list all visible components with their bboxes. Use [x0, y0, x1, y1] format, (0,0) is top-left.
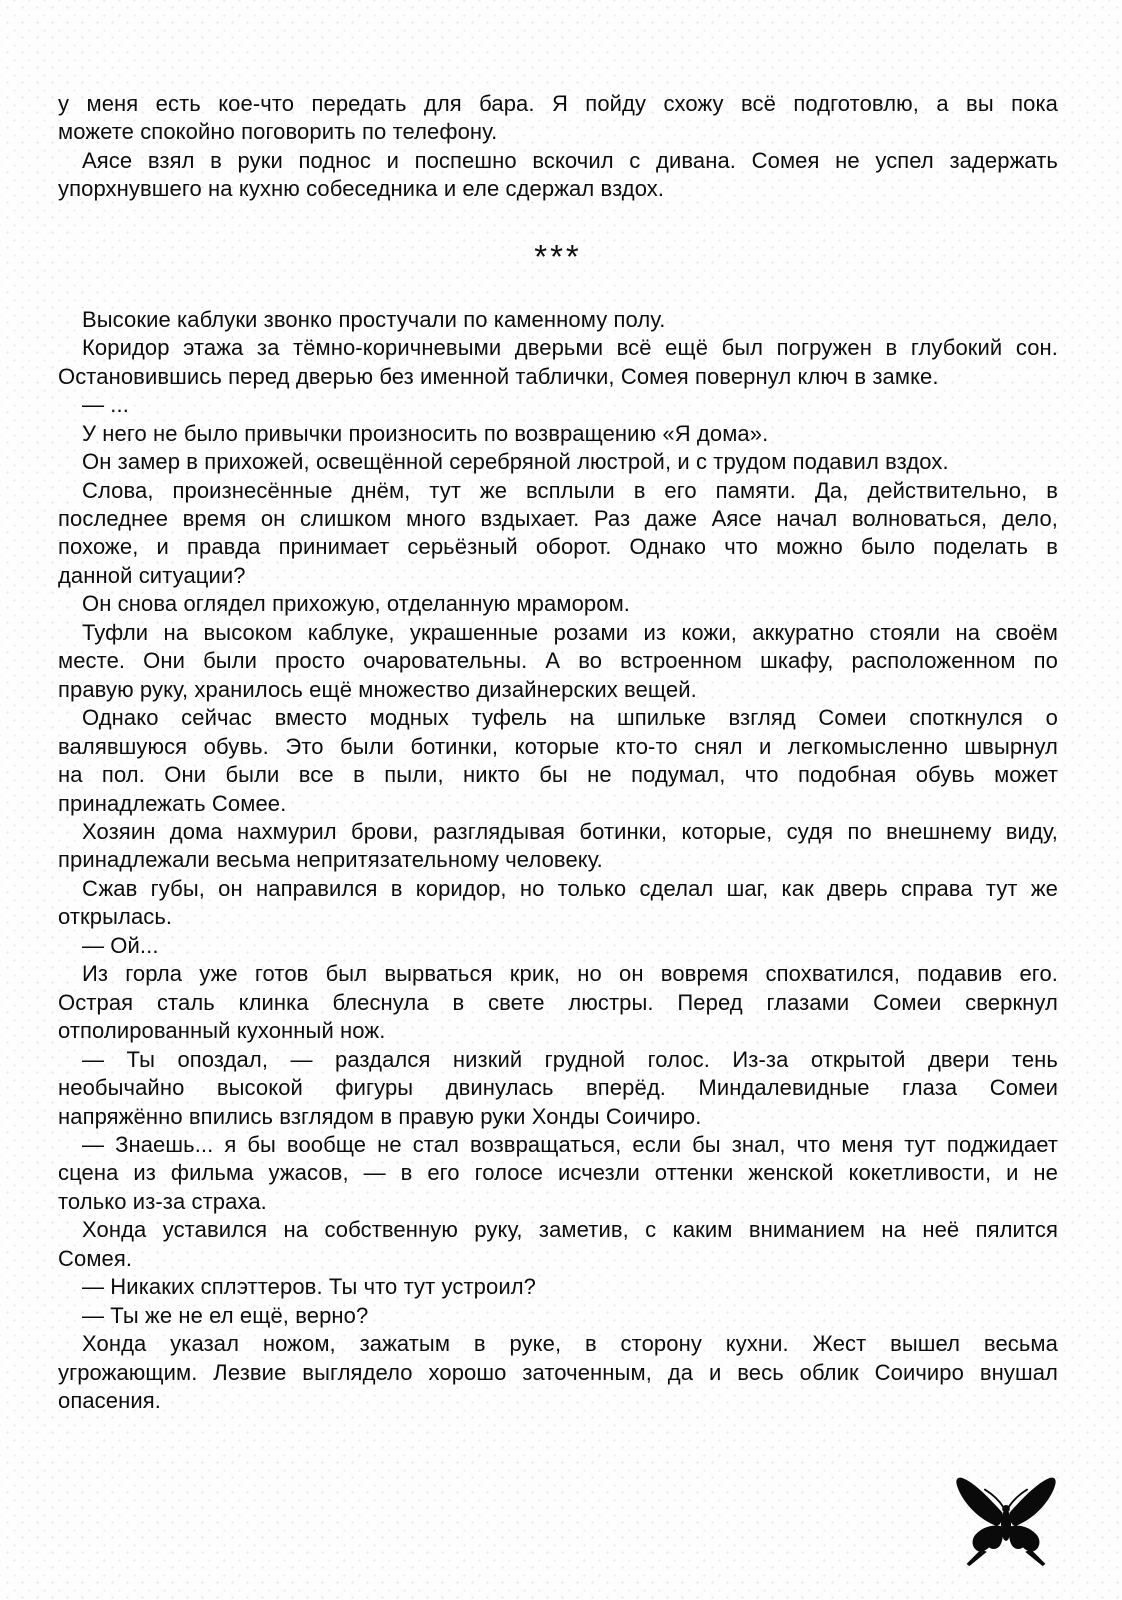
- text-line: Хозяин дома нахмурил брови, разглядывая ботинки, которые, судя по внешнему виду,: [82, 818, 1058, 844]
- text-line: — ...: [82, 392, 129, 418]
- text-line: Он снова оглядел прихожую, отделанную мрамором.: [82, 591, 631, 617]
- text-line: валявшуюся обувь. Это были ботинки, которые кто-то снял и легкомысленно швырнул: [58, 733, 1058, 759]
- text-line: необычайно высокой фигуры двинулась вперёд. Миндалевидные глаза Сомеи: [58, 1075, 1058, 1101]
- text-line: Хонда указал ножом, зажатым в руке, в сторону кухни. Жест вышел весьма: [82, 1331, 1058, 1357]
- text-line: Туфли на высоком каблуке, украшенные розами из кожи, аккуратно стояли на своём: [82, 619, 1058, 645]
- text-line: принадлежали весьма непритязательному человеку.: [58, 847, 603, 873]
- text-line: — Никаких сплэттеров. Ты что тут устроил?: [82, 1274, 536, 1300]
- text-line: Хонда уставился на собственную руку, заметив, с каким вниманием на неё пялится: [82, 1217, 1058, 1243]
- text-line: Сжав губы, он направился в коридор, но только сделал шаг, как дверь справа тут же: [82, 875, 1058, 901]
- text-line: месте. Они были просто очаровательны. А во встроенном шкафу, расположенном по: [58, 648, 1058, 674]
- text-line: — Ты же не ел ещё, верно?: [82, 1302, 369, 1328]
- text-line: Аясе взял в руки поднос и поспешно вскочил с дивана. Сомея не успел задержать: [82, 147, 1058, 173]
- text-line: можете спокойно поговорить по телефону.: [58, 119, 498, 145]
- text-line: Однако сейчас вместо модных туфель на шпильке взгляд Сомеи споткнулся о: [82, 705, 1058, 731]
- text-line: только из-за страха.: [58, 1188, 267, 1214]
- text-line: Из горла уже готов был вырваться крик, но он вовремя спохватился, подавив его.: [82, 961, 1058, 987]
- text-line: последнее время он слишком много вздыхает. Раз даже Аясе начал волноваться, дело,: [58, 505, 1058, 531]
- text-line: данной ситуации?: [58, 562, 246, 588]
- text-line: Высокие каблуки звонко простучали по каменному полу.: [82, 306, 666, 332]
- text-line: Слова, произнесённые днём, тут же всплыли в его памяти. Да, действительно, в: [82, 477, 1058, 503]
- text-line: сцена из фильма ужасов, — в его голосе исчезли оттенки женской кокетливости, и не: [58, 1160, 1058, 1186]
- text-line: У него не было привычки произносить по возвращению «Я дома».: [82, 420, 769, 446]
- text-line: Он замер в прихожей, освещённой серебряной люстрой, и с трудом подавил вздох.: [82, 449, 949, 475]
- text-line: — Знаешь... я бы вообще не стал возвращаться, если бы знал, что меня тут поджидает: [82, 1131, 1058, 1157]
- text-line: Остановившись перед дверью без именной таблички, Сомея повернул ключ в замке.: [58, 363, 939, 389]
- text-line: принадлежать Сомее.: [58, 790, 287, 816]
- text-line: отполированный кухонный нож.: [58, 1018, 386, 1044]
- scene-separator: ***: [534, 237, 582, 275]
- text-line: открылась.: [58, 904, 173, 930]
- text-line: опасения.: [58, 1388, 161, 1414]
- text-line: — Ой...: [82, 932, 159, 958]
- page-text: [58, 90, 1058, 1415]
- text-line: упорхнувшего на кухню собеседника и еле сдержал вздох.: [58, 176, 665, 202]
- text-line: — Ты опоздал, — раздался низкий грудной голос. Из-за открытой двери тень: [82, 1046, 1058, 1072]
- text-line: похоже, и правда принимает серьёзный оборот. Однако что можно было поделать в: [58, 534, 1058, 560]
- text-line: Сомея.: [58, 1245, 133, 1271]
- butterfly-icon: [951, 1468, 1061, 1568]
- text-line: на пол. Они были все в пыли, никто бы не подумал, что подобная обувь может: [58, 762, 1058, 788]
- text-line: Коридор этажа за тёмно-коричневыми дверьми всё ещё был погружен в глубокий сон.: [82, 335, 1058, 361]
- text-line: правую руку, хранилось ещё множество дизайнерских вещей.: [58, 676, 697, 702]
- text-line: напряжённо впились взглядом в правую руки Хонды Соичиро.: [58, 1103, 702, 1129]
- text-line: Острая сталь клинка блеснула в свете люстры. Перед глазами Сомеи сверкнул: [58, 989, 1058, 1015]
- text-line: угрожающим. Лезвие выглядело хорошо заточенным, да и весь облик Соичиро внушал: [58, 1359, 1058, 1385]
- text-line: у меня есть кое-что передать для бара. Я пойду схожу всё подготовлю, а вы пока: [58, 91, 1058, 116]
